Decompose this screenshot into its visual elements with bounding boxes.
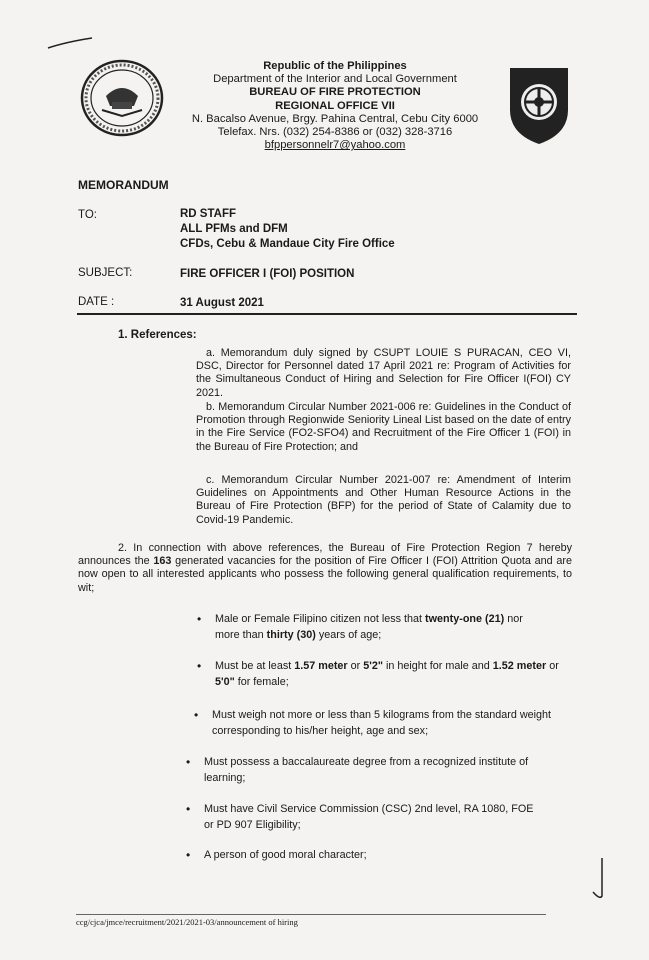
email-link[interactable]: bfppersonnelr7@yahoo.com	[264, 139, 406, 152]
telefax-line: Telefax. Nrs. (032) 254-8386 or (032) 328-3716	[217, 126, 453, 139]
republic-line: Republic of the Philippines	[263, 60, 407, 72]
reference-c: c. Memorandum Circular Number 2021-007 re: Amendment of Interim Guidelines on Appointments and Other Human Resource Actions in the Bureau of Fire Protection (BFP) for the period of State of Calamity due to Covid-19 Pandemic.	[196, 474, 571, 526]
requirement-education: • Must possess a baccalaureate degree from a recognized institute of learning;	[186, 755, 529, 784]
recipient-line: CFDs, Cebu & Mandaue City Fire Office	[180, 238, 395, 250]
to-label: TO:	[78, 209, 97, 221]
bullet-icon: •	[186, 755, 191, 769]
letterhead	[180, 60, 490, 152]
bullet-icon: •	[197, 612, 202, 626]
to-recipients	[180, 207, 395, 252]
subject-label: SUBJECT:	[78, 267, 133, 279]
requirement-weight: • Must weigh not more or less than 5 kilograms from the standard weight corresponding to his/her height, age and sex;	[194, 708, 552, 737]
date-label: DATE :	[78, 296, 115, 308]
footer-reference: ccg/cjca/jmce/recruitment/2021/2021-03/announcement of hiring	[76, 917, 298, 927]
bureau-line: BUREAU OF FIRE PROTECTION	[249, 86, 421, 99]
memo-title: MEMORANDUM	[78, 178, 169, 192]
department-line: Department of the Interior and Local Government	[213, 73, 457, 86]
requirement-eligibility: • Must have Civil Service Commission (CSC) 2nd level, RA 1080, FOE or PD 907 Eligibility;	[186, 802, 534, 831]
header-divider	[77, 313, 577, 315]
date-value: 31 August 2021	[180, 297, 264, 309]
regional-office-seal-logo	[506, 64, 572, 146]
references-heading: 1. References:	[118, 329, 197, 341]
bullet-icon: •	[186, 802, 191, 816]
paragraph-2	[78, 542, 572, 595]
requirement-moral: • A person of good moral character;	[186, 848, 367, 862]
subject-value: FIRE OFFICER I (FOI) POSITION	[180, 268, 355, 280]
recipient-line: RD STAFF	[180, 208, 237, 220]
margin-pen-mark	[590, 856, 612, 902]
recipient-line: ALL PFMs and DFM	[180, 223, 288, 235]
para2-text: 2. In connection with above references, the Bureau of Fire Protection Region 7 hereby announces the	[78, 542, 572, 568]
requirement-height: • Must be at least 1.57 meter or 5'2" in height for male and 1.52 meter or 5'0" for female;	[197, 659, 559, 688]
reference-b: b. Memorandum Circular Number 2021-006 re: Guidelines in the Conduct of Promotion through Regionwide Seniority Lineal List based on the date of entry in the Fire Service (FO2-SFO4) and Recruitment of the Fire Officer 1 (FOI) in the Bureau of Fire Protection; and	[196, 401, 571, 453]
footer-rule	[76, 914, 546, 915]
address-line: N. Bacalso Avenue, Brgy. Pahina Central, Cebu City 6000	[191, 112, 479, 125]
vacancy-count: 163	[153, 555, 172, 568]
reference-a: a. Memorandum duly signed by CSUPT LOUIE S PURACAN, CEO VI, DSC, Director for Personnel dated 17 April 2021 re: Program of Activities for the Simultaneous Conduct of Hiring and Selection for Fire Officer I(FOI) CY 2021.	[196, 347, 571, 399]
requirement-age: • Male or Female Filipino citizen not less that twenty-one (21) nor more than thirty (30) years of age;	[197, 612, 523, 641]
bullet-icon: •	[186, 848, 191, 862]
office-line: REGIONAL OFFICE VII	[275, 99, 395, 112]
pen-mark	[46, 34, 96, 52]
bfp-seal-logo	[78, 58, 166, 138]
bullet-icon: •	[194, 708, 199, 722]
para2-text: generated vacancies for the position of Fire Officer I (FOI) Attrition Quota and are now open to all interested applicants who possess the following general qualification requirements, to wit;	[78, 555, 572, 594]
bullet-icon: •	[197, 659, 202, 673]
